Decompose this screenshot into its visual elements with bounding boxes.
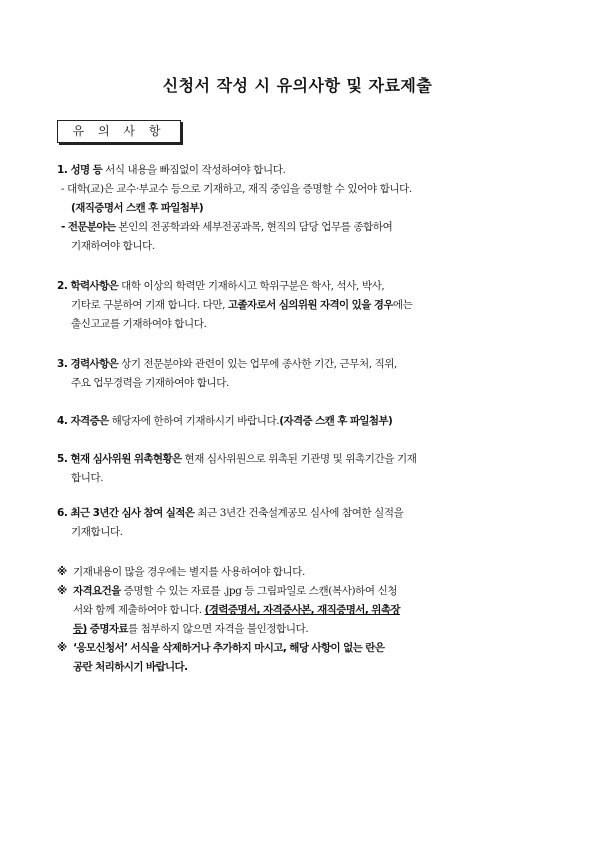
section-2-number: 2. — [57, 280, 68, 292]
section-6-heading: 최근 3년간 심사 참여 실적은 — [70, 507, 195, 519]
section-5-heading: 현재 심사위원 위촉현황은 — [70, 453, 182, 465]
section-4-bold: (자격증 스캔 후 파일첨부) — [279, 415, 393, 427]
section-3-number: 3. — [57, 358, 68, 370]
section-1-sub1-bold: (재직증명서 스캔 후 파일첨부) — [71, 202, 204, 214]
note-2 — [57, 582, 541, 639]
note-2-body — [73, 582, 541, 639]
section-2-line1 — [57, 277, 541, 296]
section-6-text1: 최근 3년간 건축설계공모 심사에 참여한 실적을 — [194, 507, 404, 519]
document-body — [57, 161, 541, 677]
note-2-text1: 증명할 수 있는 자료를 .jpg 등 그림파일로 스캔(복사)하여 신청 — [120, 585, 398, 597]
section-1-line — [57, 161, 541, 180]
section-6-line1 — [57, 504, 541, 523]
section-2-line3: 출신고교를 기재하여야 합니다. — [71, 318, 207, 330]
note-3-line1: ‘응모신청서’ 서식을 삭제하거나 추가하지 마시고, 해당 사항이 없는 란은 — [73, 642, 385, 654]
spacer — [57, 393, 541, 412]
section-3 — [57, 355, 541, 393]
section-2-text2: 기타로 구분하여 기재 합니다. 다만, — [71, 299, 228, 311]
note-3-body — [73, 639, 541, 677]
section-2-heading: 학력사항은 — [70, 280, 119, 292]
section-5-text1: 현재 심사위원으로 위촉된 기관명 및 위촉기간을 기재 — [181, 453, 417, 465]
section-1 — [57, 161, 541, 256]
section-1-number: 1. — [57, 164, 68, 176]
section-2-line2 — [57, 296, 541, 315]
section-2-text3: 에는 — [392, 299, 413, 311]
section-4-number: 4. — [57, 415, 68, 427]
section-2 — [57, 277, 541, 334]
spacer — [57, 431, 541, 450]
reference-mark-icon: ※ — [57, 585, 67, 597]
section-6-number: 6. — [57, 507, 68, 519]
section-1-text: 서식 내용을 빠짐없이 작성하여야 합니다. — [102, 164, 286, 176]
reference-mark-icon: ※ — [57, 566, 67, 578]
section-1-sub2-text1: 본인의 전공학과와 세부전공과목, 현직의 담당 업무를 종합하여 — [115, 221, 393, 233]
section-4 — [57, 412, 541, 431]
section-5 — [57, 450, 541, 488]
section-6-line2: 기재합니다. — [71, 526, 123, 538]
section-4-line1 — [57, 412, 541, 431]
section-2-bold: 고졸자로서 심의위원 자격이 있을 경우 — [227, 299, 393, 311]
note-2-text2: 서와 함께 제출하여야 합니다. — [73, 604, 205, 616]
spacer — [57, 334, 541, 355]
section-1-heading: 성명 등 — [70, 164, 103, 176]
section-1-sub2 — [57, 218, 541, 237]
note-1 — [57, 563, 541, 582]
section-1-sub1: - 대학(교)은 교수·부교수 등으로 기재하고, 재직 중임을 증명할 수 있어야 합니다. — [61, 183, 412, 195]
note-2-text3: 를 첨부하지 않으면 자격을 불인정합니다. — [127, 623, 309, 635]
page-title: 신청서 작성 시 유의사항 및 자료제출 — [162, 76, 433, 95]
section-5-number: 5. — [57, 453, 68, 465]
spacer — [57, 542, 541, 563]
section-5-line2: 합니다. — [71, 472, 104, 484]
section-5-line1 — [57, 450, 541, 469]
section-6 — [57, 504, 541, 542]
spacer — [57, 488, 541, 504]
section-3-line1 — [57, 355, 541, 374]
note-2-heading: 자격요건을 — [73, 585, 121, 597]
note-2-bold-underline1: (경력증명서, 자격증사본, 재직증명서, 위촉장 — [204, 604, 400, 616]
note-3-line2: 공란 처리하시기 바랍니다. — [73, 661, 188, 673]
section-1-sub2-dash: - — [61, 221, 68, 233]
note-1-text: 기재내용이 많을 경우에는 별지를 사용하여야 합니다. — [73, 566, 305, 578]
section-3-text1: 상기 전문분야와 관련이 있는 업무에 종사한 기간, 근무처, 직위, — [118, 358, 397, 370]
section-4-text: 해당자에 한하여 기재하시기 바랍니다. — [108, 415, 280, 427]
section-2-text1: 대학 이상의 학력만 기재하시고 학위구분은 학사, 석사, 박사, — [118, 280, 385, 292]
section-3-heading: 경력사항은 — [70, 358, 119, 370]
section-3-line2: 주요 업무경력을 기재하여야 합니다. — [71, 377, 229, 389]
caution-header-box — [57, 120, 181, 143]
spacer — [57, 256, 541, 277]
note-2-bold-underline2: 등) — [73, 623, 87, 635]
section-1-sub2-heading: 전문분야는 — [67, 221, 116, 233]
reference-mark-icon: ※ — [57, 642, 67, 654]
caution-label: 유 의 사 항 — [72, 124, 166, 138]
section-1-sub2-text2: 기재하여야 합니다. — [71, 240, 155, 252]
note-3 — [57, 639, 541, 677]
note-2-bold2: 증명자료 — [86, 623, 128, 635]
section-4-heading: 자격증은 — [70, 415, 109, 427]
